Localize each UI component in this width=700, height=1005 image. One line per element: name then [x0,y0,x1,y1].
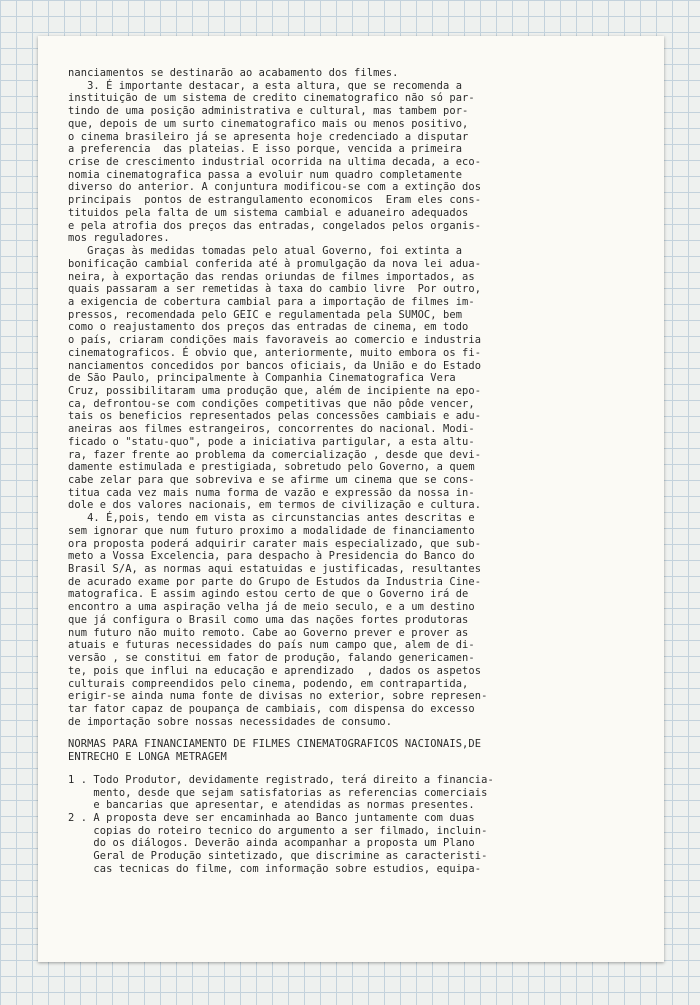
text-line: a exigencia de cobertura cambial para a importação de filmes im- [68,295,475,308]
text-line: crise de crescimento industrial ocorrida na ultima decada, a eco- [68,156,482,169]
text-line: nomia cinematografica passa a evoluir num quadro completamente [68,168,463,181]
text-line [68,728,608,738]
text-line: 1 . Todo Produtor, devidamente registrado, terá direito a financia- [68,773,494,786]
text-line: de acurado exame por parte do Grupo de Estudos da Industria Cine- [68,575,482,588]
text-line: atuais e futuras necessidades do país num campo que, alem de di- [68,639,475,652]
text-line: Cruz, possibilitaram uma produção que, além de incipiente na epo- [68,384,482,397]
text-line: damente estimulada e prestigiada, sobretudo pelo Governo, a quem [68,461,475,474]
text-line: de São Paulo, principalmente à Companhia Cinematografica Vera [68,372,456,385]
text-line: ora proposta poderá adquirir carater mais especializado, que sub- [68,537,482,550]
text-line: ra, fazer frente ao problema da comercialização , desde que devi- [68,448,482,461]
text-line: versão , se constitui em fator de produção, falando genericamen- [68,652,475,665]
text-line: ficado o "statu-quo", pode a iniciativa partigular, a esta altu- [68,435,475,448]
text-line: neira, à exportação das rendas oriundas de filmes importados, as [68,270,475,283]
text-line: ca, defrontou-se com condições competitivas que não pôde vencer, [68,397,475,410]
text-line: quais passaram a ser remetidas à taxa do cambio livre Por outro, [68,283,482,296]
text-line: tais os beneficios representados pelas concessões cambiais e adu- [68,410,482,423]
text-line: tar fator capaz de poupança de cambiais, com dispensa do excesso [68,702,475,715]
text-line: de importação sobre nossas necessidades de consumo. [68,715,393,728]
text-line [68,764,608,774]
text-line: Geral de Produção sintetizado, que discrimine as caracteristi- [68,850,488,863]
text-line: cinematograficos. É obvio que, anteriormente, muito embora os fi- [68,346,482,359]
text-line: 3. É importante destacar, a esta altura, que se recomenda a [68,79,463,92]
text-line: culturais compreendidos pelo cinema, podendo, em contrapartida, [68,677,469,690]
text-line: mento, desde que sejam satisfatorias as referencias comerciais [68,786,488,799]
text-line: 2 . A proposta deve ser encaminhada ao Banco juntamente com duas [68,811,475,824]
text-line: Graças às medidas tomadas pelo atual Governo, foi extinta a [68,245,463,258]
text-line: aneiras aos filmes estrangeiros, concorrentes do nacional. Modi- [68,423,475,436]
text-line: e pela atrofia dos preços das entradas, congelados pelos organis- [68,219,482,232]
text-line: tindo de uma posição administrativa e cultural, mas tambem por- [68,105,469,118]
text-line: tituidos pela falta de um sistema cambial e aduaneiro adequados [68,206,469,219]
text-line: principais pontos de estrangulamento economicos Eram eles cons- [68,194,482,207]
text-line: dole e dos valores nacionais, em termos de civilização e cultura. [68,499,482,512]
text-line: e bancarias que apresentar, e atendidas as normas presentes. [68,799,475,812]
text-line: pressos, recomendada pelo GEIC e regulamentada pela SUMOC, bem [68,308,463,321]
text-line: Brasil S/A, as normas aqui estatuidas e justificadas, resultantes [68,563,482,576]
text-line: bonificação cambial conferida até à promulgação da nova lei adua- [68,257,482,270]
text-line: ENTRECHO E LONGA METRAGEM [68,751,227,764]
text-line: te, pois que influi na educação e aprendizado , dados os aspetos [68,664,482,677]
text-line: 4. É,pois, tendo em vista as circunstancias antes descritas e [68,512,475,525]
text-line: mos reguladores. [68,232,170,245]
text-line: cabe zelar para que sobreviva e se afirme um cinema que se cons- [68,474,475,486]
text-line: erigir-se ainda numa fonte de divisas no exterior, sobre represen- [68,690,488,703]
text-line: nanciamentos concedidos por bancos oficiais, da União e do Estado [68,359,482,372]
text-line: encontro a uma aspiração velha já de meio seculo, e a um destino [68,601,475,614]
document-body [68,67,608,876]
text-line: a preferencia das plateias. E isso porque, vencida a primeira [68,143,463,156]
text-line: matografica. E assim agindo estou certo de que o Governo irá de [68,588,469,601]
text-line: sem ignorar que num futuro proximo a modalidade de financiamento [68,524,475,537]
text-line: cas tecnicas do filme, com informação sobre estudios, equipa- [68,862,482,875]
text-line: titua cada vez mais numa forma de vazão e expressão da nossa in- [68,486,475,499]
text-line: como o reajustamento dos preços das entradas de cinema, em todo [68,321,469,334]
text-line: NORMAS PARA FINANCIAMENTO DE FILMES CINEMATOGRAFICOS NACIONAIS,DE [68,738,482,751]
text-line: meto a Vossa Excelencia, para despacho à Presidencia do Banco do [68,550,475,563]
text-line: que, depois de um surto cinematografico mais ou menos positivo, [68,117,469,130]
text-line: diverso do anterior. A conjuntura modificou-se com a extinção dos [68,181,482,194]
text-line: o cinema brasileiro já se apresenta hoje credenciado a disputar [68,130,469,143]
text-line: num futuro não muito remoto. Cabe ao Governo prever e prover as [68,626,469,639]
text-line: o país, criaram condições mais favoraveis ao comercio e industria [68,334,482,347]
text-line: do os diálogos. Deverão ainda acompanhar a proposta um Plano [68,837,475,850]
text-line: nanciamentos se destinarão ao acabamento dos filmes. [68,67,399,79]
text-line: que já configura o Brasil como uma das nações fortes produtoras [68,613,469,626]
text-line: instituição de um sistema de credito cinematografico não só par- [68,92,475,105]
text-line: copias do roteiro tecnico do argumento a ser filmado, incluin- [68,824,488,837]
